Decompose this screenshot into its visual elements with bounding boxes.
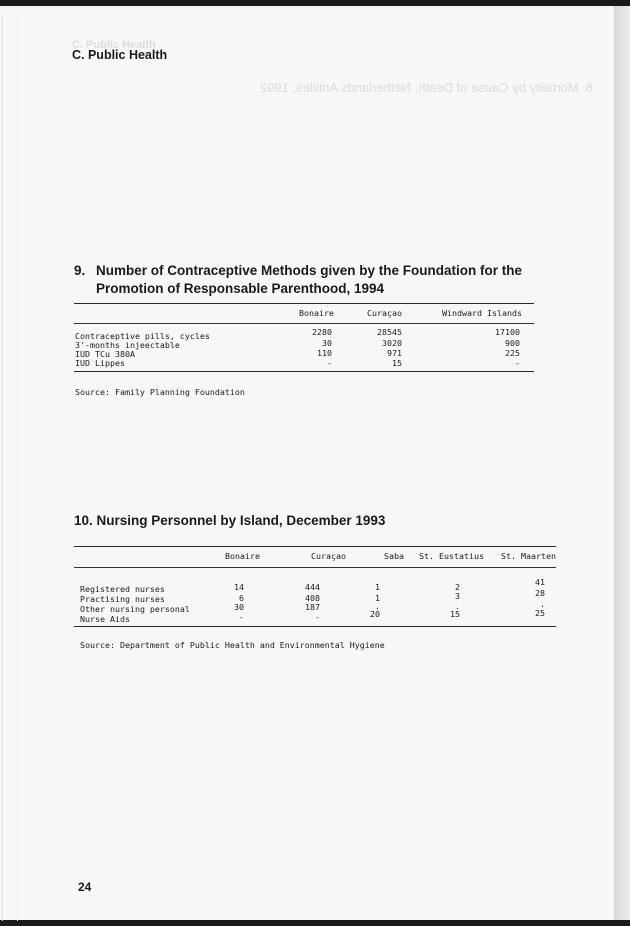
table9-top-rule xyxy=(74,303,534,304)
table9-title xyxy=(74,262,522,298)
table10-title-text: Nursing Personnel by Island, December 1993 xyxy=(96,513,386,528)
table10-col-bonaire: Bonaire xyxy=(225,551,260,561)
table10-col-curacao: Curaçao xyxy=(311,551,346,561)
table9-col-windward: Windward Islands xyxy=(442,308,522,318)
table10-title xyxy=(74,512,385,530)
table9-header-rule xyxy=(74,323,534,324)
table9-title-line1: Number of Contraceptive Methods given by the Foundation for the xyxy=(96,263,523,278)
table10-source: Source: Department of Public Health and Environmental Hygiene xyxy=(80,640,385,650)
table9-title-line2: Promotion of Responsable Parenthood, 1994 xyxy=(96,281,385,296)
document-page: C. Public Health 8. Mortality by Cause of Death, Netherlands Antilles, 1992 C. Public Health 9. Number of Contraceptive Methods given by the Foundation for the Promotion of Responsable Parenthood, 1994 Bonaire Curaçao Windward Islands Contraceptive pills, cycles 2280 28545 17100 3'-months injeectable 30 3020 900 IUD TCu 380A 110 971 225 IUD Lippes - 15 - Source: Family Planning Foundation 10. Nursing Personnel by Island, December 1993 Bonaire Curaçao Saba St. Eustatius St. Maarten Registered nurses 14 444 1 2 41 Practising nurses 6 408 1 3 28 Other nursing personal 30 187 . . . Nurse Aids - - 20 15 25 Source: Department of Public Health and Environmental Hygiene 24 xyxy=(0,6,614,920)
section-header: C. Public Health xyxy=(72,48,168,62)
table10-col-saba: Saba xyxy=(384,551,404,561)
table10-col-st-maarten: St. Maarten xyxy=(501,551,556,561)
bleed-through-title: 8. Mortality by Cause of Death, Netherlands Antilles, 1992 xyxy=(260,80,594,95)
table10-col-st-eustatius: St. Eustatius xyxy=(419,551,484,561)
table9-col-bonaire: Bonaire xyxy=(299,308,334,318)
table10-top-rule xyxy=(74,546,556,547)
table10-number: 10. xyxy=(74,513,93,528)
table9-source: Source: Family Planning Foundation xyxy=(75,387,245,397)
table9-bottom-rule xyxy=(74,371,534,372)
binding-edge xyxy=(2,16,18,921)
table10-header-rule xyxy=(74,567,556,568)
page-edge xyxy=(614,6,630,920)
table9-col-curacao: Curaçao xyxy=(367,308,402,318)
page-number: 24 xyxy=(78,880,92,894)
table9-number: 9. xyxy=(74,263,86,278)
table10-bottom-rule xyxy=(74,626,556,627)
bleed-through-header: C. Public Health xyxy=(72,39,156,51)
